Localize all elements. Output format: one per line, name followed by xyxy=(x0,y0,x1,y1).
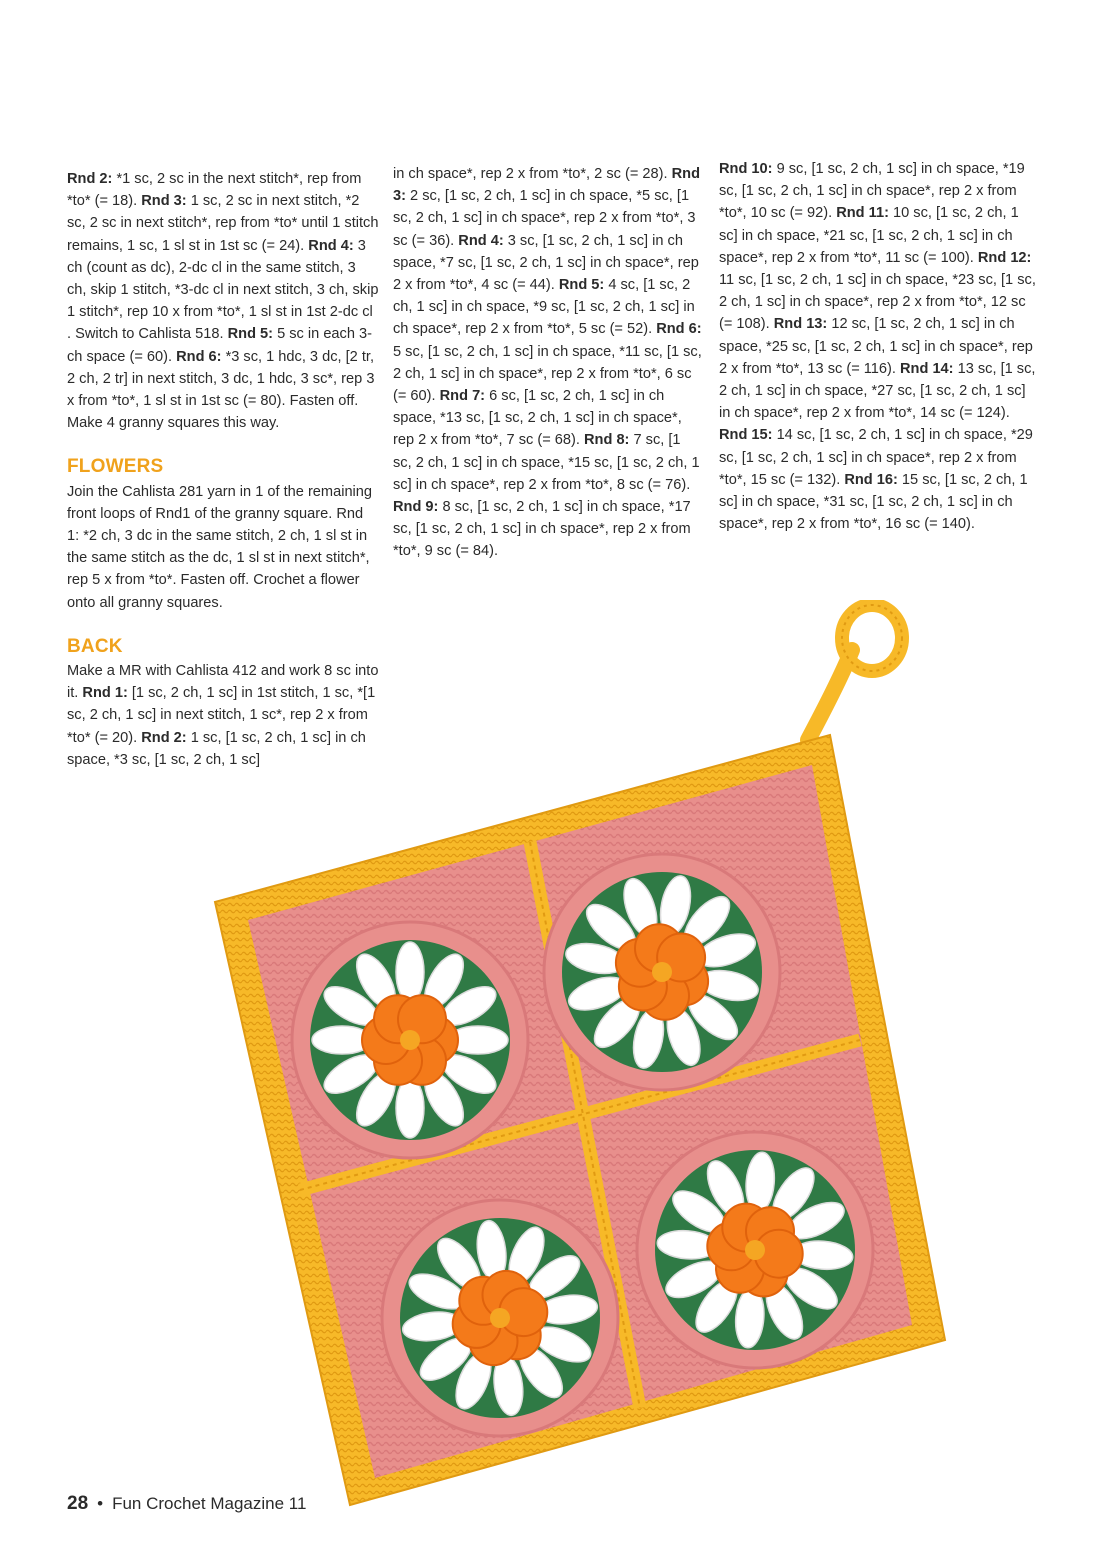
round-label: Rnd 8: xyxy=(584,432,630,449)
round-label: Rnd 7: xyxy=(439,388,486,405)
flower-motif xyxy=(292,922,528,1158)
round-label: Rnd 1: xyxy=(82,685,128,702)
column-3 xyxy=(719,158,1037,535)
flower-motif xyxy=(544,854,780,1090)
page-footer xyxy=(67,1493,306,1515)
column-2 xyxy=(393,163,703,563)
footer-bullet: • xyxy=(97,1494,104,1513)
flower-motif xyxy=(637,1132,873,1368)
round-label: Rnd 14: xyxy=(900,360,954,377)
back-instructions: Make a MR with Cahlista 412 and work 8 sc into it. Rnd 1: [1 sc, 2 ch, 1 sc] in 1st stitch, 1 sc, *[1 sc, 2 ch, 1 sc] in next stitch, 1 sc*, rep 2 x from *to* (= 20). Rnd 2: 1 sc, [1 sc, 2 ch, 1 sc] in ch space, *3 sc, [1 sc, 2 ch, 1 sc] xyxy=(67,663,379,768)
round-label: Rnd 11: xyxy=(836,205,889,222)
flowers-section xyxy=(67,456,379,613)
round-label: Rnd 2: xyxy=(141,729,187,746)
round-label: Rnd 6: xyxy=(176,348,222,365)
round-label: Rnd 9: xyxy=(393,499,439,516)
round-label: Rnd 4: xyxy=(308,237,354,254)
flowers-instructions: Join the Cahlista 281 yarn in 1 of the remaining front loops of Rnd1 of the granny square. Rnd 1: *2 ch, 3 dc in the same stitch, 2 ch, 1 sl st in the same stitch as the dc, 1 sl st in next stitch*, rep 5 x from *to*. Fasten off. Crochet a flower onto all granny squares. xyxy=(67,483,373,611)
round-label: Rnd 3: xyxy=(141,193,187,210)
flowers-heading: FLOWERS xyxy=(67,456,164,478)
round-label: Rnd 13: xyxy=(773,316,828,333)
round-label: Rnd 3: xyxy=(393,166,700,205)
back-instructions-rounds-10-16: Rnd 10: 9 sc, [1 sc, 2 ch, 1 sc] in ch space, *19 sc, [1 sc, 2 ch, 1 sc] in ch space*, rep 2 x from *to*, 10 sc (= 92). Rnd 11: 10 sc, [1 sc, 2 ch, 1 sc] in ch space, *21 sc, [1 sc, 2 ch, 1 sc] in ch space*, rep 2 x from *to*, 11 sc (= 100). Rnd 12: 11 sc, [1 sc, 2 ch, 1 sc] in ch space, *23 sc, [1 sc, 2 ch, 1 sc] in ch space*, rep 2 x from *to*, 12 sc (= 108). Rnd 13: 12 sc, [1 sc, 2 ch, 1 sc] in ch space, *25 sc, [1 sc, 2 ch, 1 sc] in ch space*, rep 2 x from *to*, 13 sc (= 116). Rnd 14: 13 sc, [1 sc, 2 ch, 1 sc] in ch space, *27 sc, [1 sc, 2 ch, 1 sc] in ch space*, rep 2 x from *to*, 14 sc (= 124). Rnd 15: 14 sc, [1 sc, 2 ch, 1 sc] in ch space, *29 sc, [1 sc, 2 ch, 1 sc] in ch space*, rep 2 x from *to*, 15 sc (= 132). Rnd 16: 15 sc, [1 sc, 2 ch, 1 sc] in ch space, *31 sc, [1 sc, 2 ch, 1 sc] in ch space*, rep 2 x from *to*, 16 sc (= 140). xyxy=(719,161,1036,533)
round-label: Rnd 16: xyxy=(844,471,898,488)
hanging-loop xyxy=(808,605,902,740)
round-label: Rnd 2: xyxy=(67,171,113,187)
round-label: Rnd 6: xyxy=(656,321,702,338)
round-label: Rnd 12: xyxy=(977,249,1032,266)
flower-motif xyxy=(382,1200,618,1436)
back-heading: BACK xyxy=(67,635,123,657)
magazine-title: Fun Crochet Magazine 11 xyxy=(112,1494,307,1513)
round-label: Rnd 4: xyxy=(458,232,504,249)
round-label: Rnd 15: xyxy=(719,427,773,444)
potholder-photo xyxy=(200,600,1100,1540)
instructions-rounds-2-6: Rnd 2: *1 sc, 2 sc in the next stitch*, rep from *to* (= 18). Rnd 3: 1 sc, 2 sc in next stitch, *2 sc, 2 sc in next stitch*, rep from *to* until 1 stitch remains, 1 sc, 1 sl st in 1st sc (= 24). Rnd 4: 3 ch (count as dc), 2-dc cl in the same stitch, 3 ch, skip 1 stitch, *3-dc cl in next stitch, 3 ch, skip 1 stitch*, rep 10 x from *to*, 1 sl st in 1st 2-dc cl . Switch to Cahlista 518. Rnd 5: 5 sc in each 3-ch space (= 60). Rnd 6: *3 sc, 1 hdc, 3 dc, [2 tr, 2 ch, 2 tr] in next stitch, 3 dc, 1 hdc, 3 sc*, rep 3 x from *to*, 1 sl st in 1st sc (= 80). Fasten off. Make 4 granny squares this way. xyxy=(67,171,379,432)
round-label: Rnd 5: xyxy=(558,277,605,294)
back-instructions-rounds-3-9: in ch space*, rep 2 x from *to*, 2 sc (= 28). Rnd 3: 2 sc, [1 sc, 2 ch, 1 sc] in ch space, *5 sc, [1 sc, 2 ch, 1 sc] in ch space*, rep 2 x from *to*, 3 sc (= 36). Rnd 4: 3 sc, [1 sc, 2 ch, 1 sc] in ch space, *7 sc, [1 sc, 2 ch, 1 sc] in ch space*, rep 2 x from *to*, 4 sc (= 44). Rnd 5: 4 sc, [1 sc, 2 ch, 1 sc] in ch space, *9 sc, [1 sc, 2 ch, 1 sc] in ch space*, rep 2 x from *to*, 5 sc (= 52). Rnd 6: 5 sc, [1 sc, 2 ch, 1 sc] in ch space, *11 sc, [1 sc, 2 ch, 1 sc] in ch space*, rep 2 x from *to*, 6 sc (= 60). Rnd 7: 6 sc, [1 sc, 2 ch, 1 sc] in ch space, *13 sc, [1 sc, 2 ch, 1 sc] in ch space*, rep 2 x from *to*, 7 sc (= 68). Rnd 8: 7 sc, [1 sc, 2 ch, 1 sc] in ch space, *15 sc, [1 sc, 2 ch, 1 sc] in ch space*, rep 2 x from *to*, 8 sc (= 76). Rnd 9: 8 sc, [1 sc, 2 ch, 1 sc] in ch space, *17 sc, [1 sc, 2 ch, 1 sc] in ch space*, rep 2 x from *to*, 9 sc (= 84). xyxy=(393,166,702,560)
round-label: Rnd 10: xyxy=(719,161,773,177)
page-number: 28 xyxy=(67,1493,89,1514)
round-label: Rnd 5: xyxy=(227,326,274,343)
